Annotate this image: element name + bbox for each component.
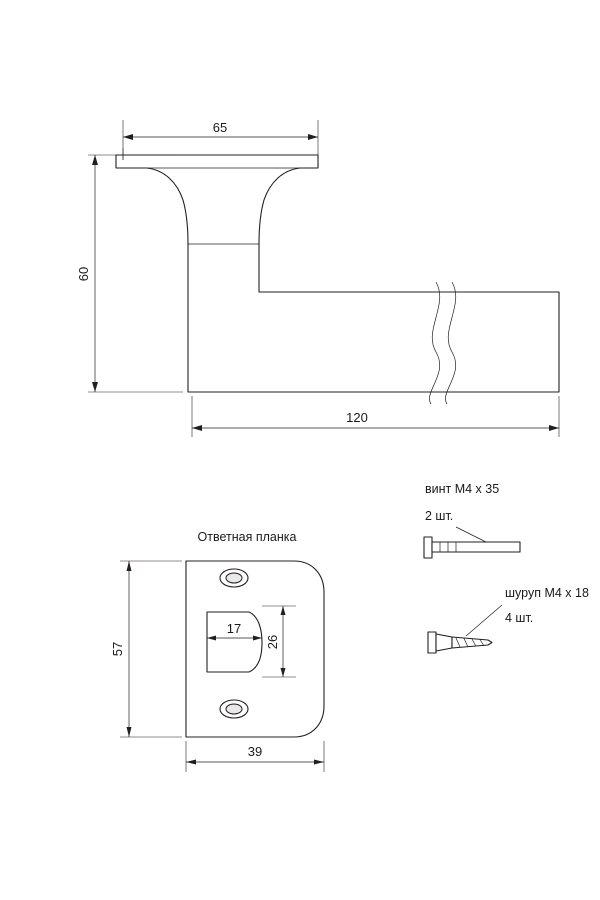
handle-outline — [116, 155, 559, 392]
dimension-65 — [123, 120, 318, 160]
screw-hole-top — [220, 569, 248, 587]
dimension-39 — [186, 741, 324, 772]
screw-long-qty: 2 шт. — [425, 509, 454, 523]
dim-label-17: 17 — [226, 621, 242, 636]
dim-label-120: 120 — [346, 410, 368, 425]
dim-label-65: 65 — [212, 120, 228, 135]
strike-plate-caption: Ответная планка — [197, 530, 297, 544]
screw-short-label: шуруп M4 x 18 — [505, 586, 589, 600]
dim-label-60: 60 — [76, 266, 91, 282]
screw-long-icon — [424, 537, 520, 558]
dimension-57 — [110, 561, 182, 737]
dimension-120 — [192, 396, 559, 437]
hardware-screw-long — [424, 482, 520, 558]
hardware-screw-short — [428, 586, 589, 653]
screw-short-qty: 4 шт. — [505, 611, 534, 625]
strike-plate-drawing — [110, 530, 324, 772]
screw-short-icon — [428, 632, 492, 653]
dimension-60 — [76, 155, 183, 392]
dim-label-39: 39 — [247, 744, 263, 759]
screw-long-label: винт M4 x 35 — [425, 482, 500, 496]
screw-hole-bottom — [220, 700, 248, 718]
handle-drawing — [76, 120, 559, 437]
dim-label-57: 57 — [110, 641, 125, 657]
dim-label-26: 26 — [265, 634, 280, 650]
